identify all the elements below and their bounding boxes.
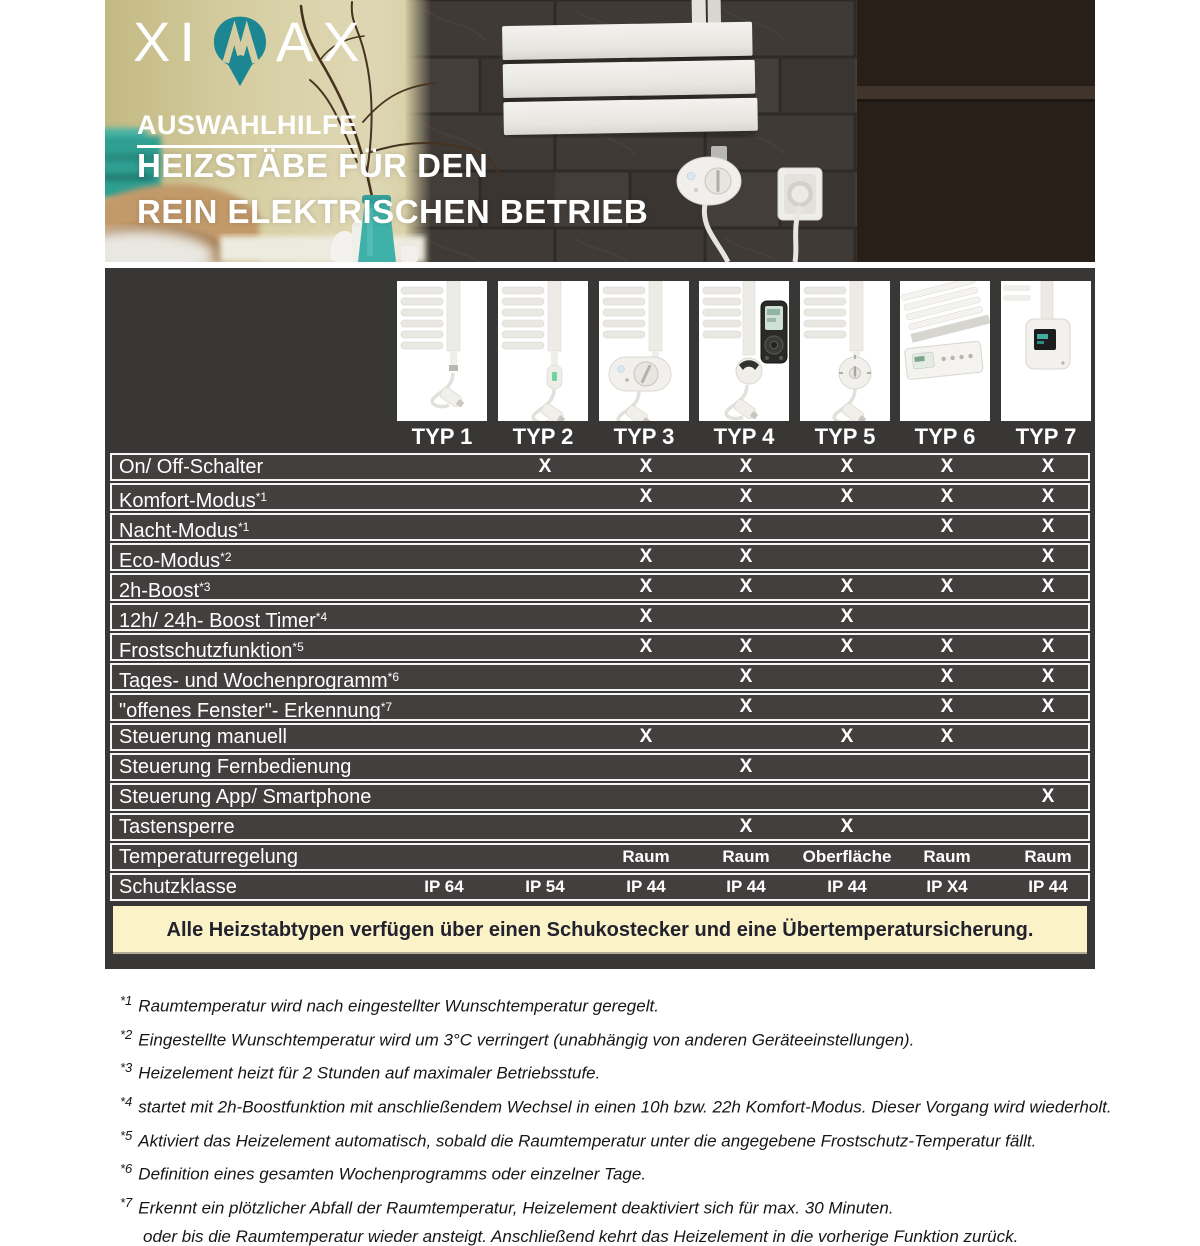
feature-check-typ-5: X <box>840 636 854 657</box>
dark-cabinet <box>857 0 1095 262</box>
type-labels-row <box>105 421 1095 452</box>
feature-check-typ-5: X <box>840 486 854 507</box>
feature-row-1 <box>110 453 1090 481</box>
feature-label: Steuerung App/ Smartphone <box>119 786 372 808</box>
feature-value-typ-5: Oberfläche <box>802 847 892 866</box>
feature-row-2 <box>110 483 1090 511</box>
footnote-7: $^{*7}$ Erkennt ein plötzlicher Abfall der Raumtemperatur, Heizelement deaktiviert sich für max. 30 Minuten. <box>120 1194 894 1218</box>
feature-check-typ-5: X <box>840 726 854 747</box>
type-label-6: TYP 6 <box>914 424 976 449</box>
feature-check-typ-5: X <box>840 606 854 627</box>
product-image-heating-rod-square-display-box <box>1001 281 1091 421</box>
feature-row-15 <box>110 873 1090 901</box>
product-images-row <box>105 281 1095 421</box>
feature-check-typ-4: X <box>739 636 753 657</box>
feature-check-typ-3: X <box>639 486 653 507</box>
ximax-drop-icon <box>209 14 271 90</box>
product-image-heating-rod-basic-cable <box>397 281 487 421</box>
feature-check-typ-7: X <box>1041 546 1055 567</box>
feature-label: Frostschutzfunktion$^{*5}$ <box>119 640 304 662</box>
feature-label: 12h/ 24h- Boost Timer$^{*4}$ <box>119 610 328 632</box>
product-image-heating-rod-integrated-panel <box>900 281 990 421</box>
product-image-heating-rod-oval-dial-control <box>599 281 689 421</box>
feature-check-typ-6: X <box>940 726 954 747</box>
feature-check-typ-3: X <box>639 546 653 567</box>
feature-check-typ-4: X <box>739 546 753 567</box>
type-label-1: TYP 1 <box>411 424 473 449</box>
type-label-7: TYP 7 <box>1015 424 1077 449</box>
product-image-heating-rod-thermostat-dial <box>800 281 890 421</box>
feature-value-typ-4: IP 44 <box>726 877 766 896</box>
feature-value-typ-7: IP 44 <box>1028 877 1068 896</box>
type-label-5: TYP 5 <box>814 424 876 449</box>
feature-check-typ-4: X <box>739 816 753 837</box>
feature-check-typ-4: X <box>739 666 753 687</box>
feature-label: Steuerung manuell <box>119 726 287 748</box>
feature-check-typ-3: X <box>639 576 653 597</box>
page-title <box>137 143 648 235</box>
feature-value-typ-6: IP X4 <box>926 877 968 896</box>
feature-value-typ-2: IP 54 <box>525 877 565 896</box>
footnotes <box>120 991 1160 1246</box>
logo-text-xi: XI <box>133 10 204 73</box>
feature-row-14 <box>110 843 1090 871</box>
feature-check-typ-7: X <box>1041 786 1055 807</box>
feature-check-typ-4: X <box>739 516 753 537</box>
feature-label: Tastensperre <box>119 816 235 838</box>
feature-check-typ-6: X <box>940 666 954 687</box>
type-label-2: TYP 2 <box>512 424 574 449</box>
feature-label: Nacht-Modus$^{*1}$ <box>119 520 250 542</box>
feature-check-typ-6: X <box>940 486 954 507</box>
feature-label: Komfort-Modus$^{*1}$ <box>119 490 268 512</box>
comparison-panel <box>105 268 1095 969</box>
feature-check-typ-7: X <box>1041 486 1055 507</box>
feature-row-11 <box>110 753 1090 781</box>
feature-check-typ-4: X <box>739 576 753 597</box>
product-image-heating-rod-on-off-switch <box>498 281 588 421</box>
feature-row-9 <box>110 693 1090 721</box>
feature-check-typ-3: X <box>639 726 653 747</box>
feature-label: Temperaturregelung <box>119 846 298 868</box>
feature-label: 2h-Boost$^{*3}$ <box>119 580 211 602</box>
feature-check-typ-6: X <box>940 696 954 717</box>
feature-row-13 <box>110 813 1090 841</box>
feature-label: Eco-Modus$^{*2}$ <box>119 550 232 572</box>
feature-label: Tages- und Wochenprogramm$^{*6}$ <box>119 670 399 692</box>
footnote-4: $^{*4}$ startet mit 2h-Boostfunktion mit anschließendem Wechsel in einen 10h bzw. 22h Komfort-Modus. Dieser Vorgang wird wiederholt. <box>120 1093 1112 1117</box>
feature-row-8 <box>110 663 1090 691</box>
feature-value-typ-3: Raum <box>622 847 670 866</box>
feature-check-typ-3: X <box>639 636 653 657</box>
footnote-6: $^{*6}$ Definition eines gesamten Wochenprogramms oder einzelner Tage. <box>120 1161 647 1184</box>
feature-check-typ-4: X <box>739 696 753 717</box>
feature-label: On/ Off-Schalter <box>119 456 264 478</box>
feature-label: Steuerung Fernbedienung <box>119 756 352 778</box>
ximax-logo <box>133 10 369 90</box>
feature-row-7 <box>110 633 1090 661</box>
feature-value-typ-7: Raum <box>1024 847 1072 866</box>
feature-value-typ-1: IP 64 <box>424 877 464 896</box>
title-line-1: HEIZSTÄBE FÜR DEN <box>137 147 489 184</box>
footnote-2: $^{*2}$ Eingestellte Wunschtemperatur wird um 3°C verringert (unabhängig von anderen Geräteeinstellungen). <box>120 1026 915 1050</box>
feature-row-6 <box>110 603 1090 631</box>
feature-check-typ-5: X <box>840 816 854 837</box>
feature-row-12 <box>110 783 1090 811</box>
feature-check-typ-7: X <box>1041 576 1055 597</box>
feature-label: Schutzklasse <box>119 876 237 898</box>
feature-check-typ-7: X <box>1041 456 1055 477</box>
footnote-3: $^{*3}$ Heizelement heizt für 2 Stunden auf maximaler Betriebsstufe. <box>120 1060 601 1083</box>
feature-row-3 <box>110 513 1090 541</box>
feature-check-typ-3: X <box>639 456 653 477</box>
footnote-1: $^{*1}$ Raumtemperatur wird nach eingestellter Wunschtemperatur geregelt. <box>120 993 659 1016</box>
feature-check-typ-6: X <box>940 576 954 597</box>
feature-rows <box>105 453 1095 901</box>
type-label-4: TYP 4 <box>713 424 775 449</box>
feature-check-typ-5: X <box>840 456 854 477</box>
feature-check-typ-6: X <box>940 456 954 477</box>
feature-check-typ-4: X <box>739 486 753 507</box>
footnote-7-continued: oder bis die Raumtemperatur wieder ansteigt. Anschließend kehrt das Heizelement in die vorherige Funktion zurück. <box>143 1226 1019 1246</box>
feature-row-4 <box>110 543 1090 571</box>
feature-check-typ-7: X <box>1041 666 1055 687</box>
hero-banner <box>105 0 1095 262</box>
feature-value-typ-3: IP 44 <box>626 877 666 896</box>
feature-check-typ-7: X <box>1041 696 1055 717</box>
feature-check-typ-3: X <box>639 606 653 627</box>
footnote-5: $^{*5}$ Aktiviert das Heizelement automatisch, sobald die Raumtemperatur unter die angegebene Frostschutz-Temperatur fällt. <box>120 1127 1037 1151</box>
feature-check-typ-4: X <box>739 756 753 777</box>
feature-value-typ-6: Raum <box>923 847 971 866</box>
feature-check-typ-7: X <box>1041 636 1055 657</box>
product-image-heating-rod-ball-with-remote <box>699 281 789 421</box>
note-bar: Alle Heizstabtypen verfügen über einen Schukostecker und eine Übertemperatursicherung. <box>113 906 1087 954</box>
feature-check-typ-6: X <box>940 516 954 537</box>
feature-check-typ-5: X <box>840 576 854 597</box>
feature-row-5 <box>110 573 1090 601</box>
feature-check-typ-6: X <box>940 636 954 657</box>
feature-label: "offenes Fenster"- Erkennung$^{*7}$ <box>119 700 393 722</box>
feature-value-typ-5: IP 44 <box>827 877 867 896</box>
feature-value-typ-4: Raum <box>722 847 770 866</box>
logo-text-ax: AX <box>275 10 369 73</box>
feature-check-typ-2: X <box>538 456 552 477</box>
feature-check-typ-4: X <box>739 456 753 477</box>
feature-row-10 <box>110 723 1090 751</box>
type-label-3: TYP 3 <box>613 424 675 449</box>
feature-check-typ-7: X <box>1041 516 1055 537</box>
title-line-2: REIN ELEKTRISCHEN BETRIEB <box>137 193 649 230</box>
subtitle-auswahlhilfe: AUSWAHLHILFE <box>137 110 357 148</box>
